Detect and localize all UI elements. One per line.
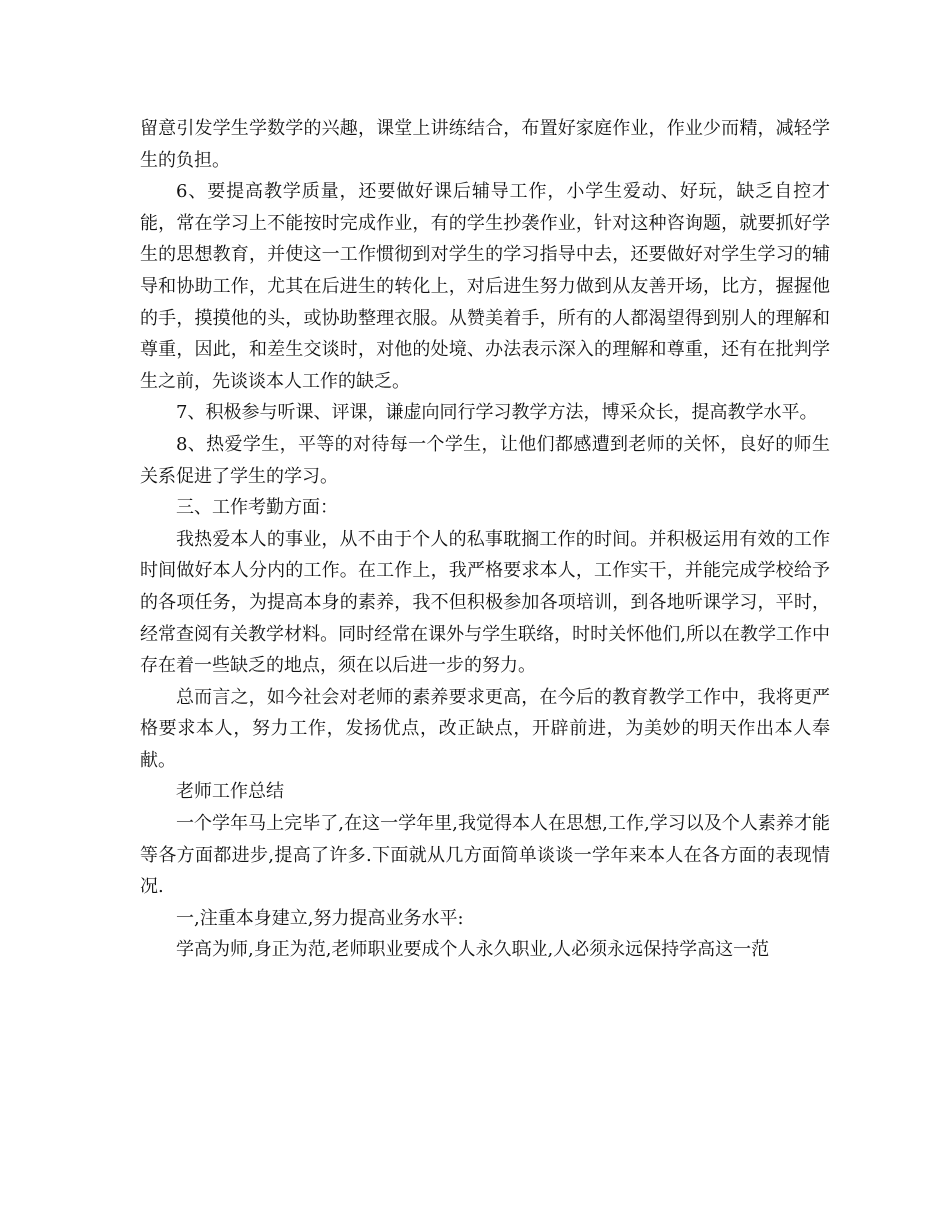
section-heading-self-building: 一,注重本身建立,努力提高业务水平:	[176, 907, 464, 929]
section-heading-attendance: 三、工作考勤方面：	[176, 497, 338, 519]
document-subtitle: 老师工作总结	[176, 781, 284, 803]
paragraph-item-7: 7、积极参与听课、评课，谦虚向同行学习教学方法，博采众长，提高教学水平。	[176, 402, 818, 424]
paragraph-teacher-duty: 学高为师,身正为范,老师职业要成个人永久职业,人必须永远保持学高这一范	[176, 939, 770, 961]
document-body	[140, 113, 830, 966]
paragraph-continuation: 留意引发学生学数学的兴趣，课堂上讲练结合，布置好家庭作业，作业少而精，减轻学生的负担。	[140, 118, 830, 171]
paragraph-attendance: 我热爱本人的事业，从不由于个人的私事耽搁工作的时间。并积极运用有效的工作时间做好本人分内的工作。在工作上，我严格要求本人，工作实干，并能完成学校给予的各项任务，为提高本身的素养，我不但积极参加各项培训，到各地听课学习，平时，经常查阅有关教学材料。同时经常在课外与学生联络，时时关怀他们,所以在教学工作中存在着一些缺乏的地点，须在以后进一步的努力。	[140, 528, 830, 677]
paragraph-intro: 一个学年马上完毕了,在这一学年里,我觉得本人在思想,工作,学习以及个人素养才能等各方面都进步,提高了许多.下面就从几方面简单谈谈一学年来本人在各方面的表现情况.	[140, 813, 830, 898]
paragraph-conclusion: 总而言之，如今社会对老师的素养要求更高，在今后的教育教学工作中，我将更严格要求本人，努力工作，发扬优点，改正缺点，开辟前进，为美妙的明天作出本人奉献。	[140, 686, 830, 771]
paragraph-item-8: 8、热爱学生，平等的对待每一个学生，让他们都感遭到老师的关怀，良好的师生关系促进了学生的学习。	[140, 433, 830, 487]
paragraph-item-6: 6、要提高教学质量，还要做好课后辅导工作，小学生爱动、好玩，缺乏自控才能，常在学习上不能按时完成作业，有的学生抄袭作业，针对这种咨询题，就要抓好学生的思想教育，并使这一工作惯彻到对学生的学习指导中去，还要做好对学生学习的辅导和协助工作，尤其在后进生的转化上，对后进生努力做到从友善开场，比方，握握他的手，摸摸他的头，或协助整理衣服。从赞美着手，所有的人都渴望得到别人的理解和尊重，因此，和差生交谈时，对他的处境、办法表示深入的理解和尊重，还有在批判学生之前，先谈谈本人工作的缺乏。	[140, 181, 830, 392]
